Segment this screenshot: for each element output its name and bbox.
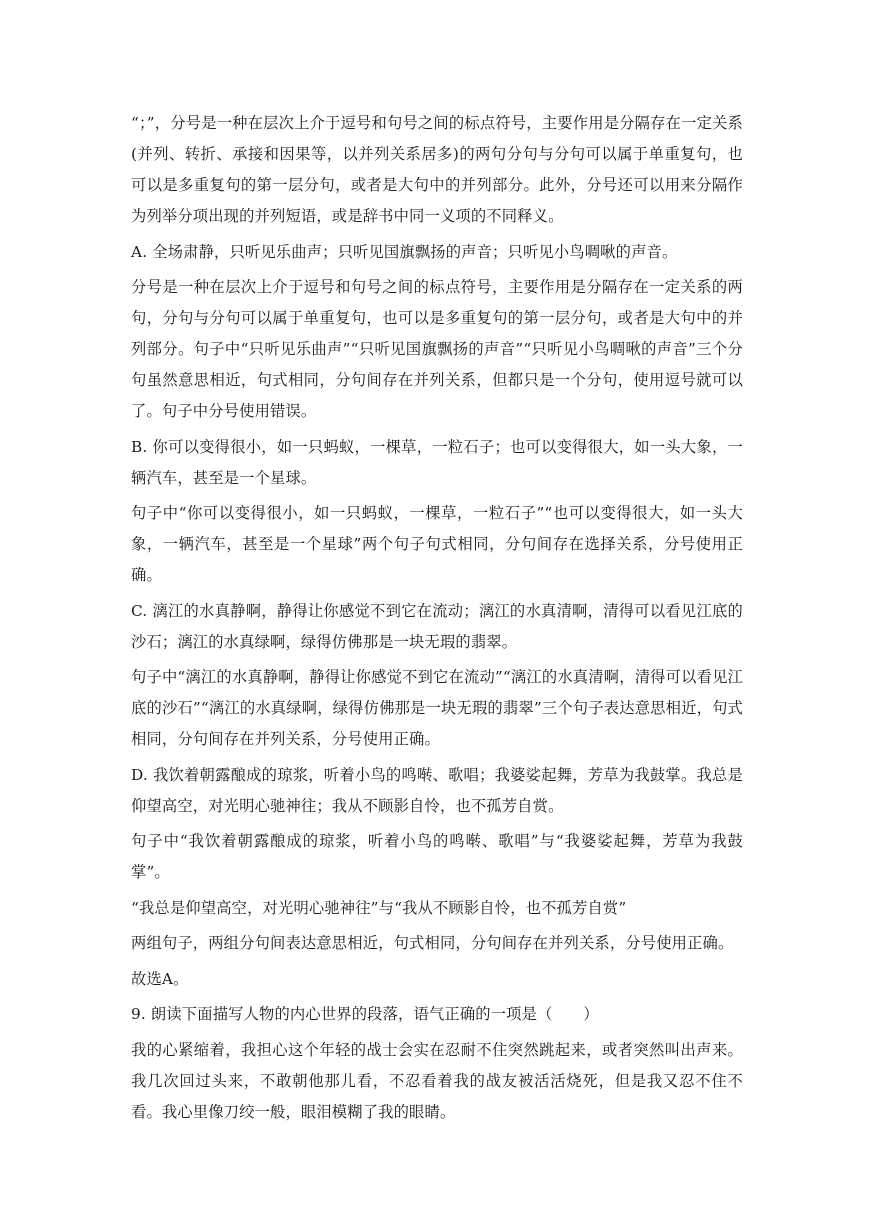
- question-9-stem: 9. 朗读下面描写人物的内心世界的段落，语气正确的一项是（ ）: [131, 1005, 599, 1023]
- question-9-passage: 我的心紧缩着，我担心这个年轻的战士会实在忍耐不住突然跳起来，或者突然叫出声来。我几次回过头来，不敢朝他那儿看，不忍看着我的战友被活活烧死，但是我又忍不住不看。我心里像刀绞一般，眼泪模糊了我的眼睛。: [131, 1040, 743, 1121]
- option-b-sentence: B. 你可以变得很小，如一只蚂蚁，一棵草，一粒石子；也可以变得很大，如一头大象，一辆汽车，甚至是一个星球。: [131, 437, 743, 487]
- option-a-analysis: 分号是一种在层次上介于逗号和句号之间的标点符号，主要作用是分隔存在一定关系的两句，分句与分句可以属于单重复句，也可以是多重复句的第一层分句，或者是大句中的并列部分。句子中“只听见乐曲声”“只听见国旗飘扬的声音”“只听见小鸟啁啾的声音”三个分句虽然意思相近，句式相同，分句间存在并列关系，但都只是一个分句，使用逗号就可以了。句子中分号使用错误。: [131, 278, 743, 420]
- option-d-analysis-part2: “我总是仰望高空，对光明心驰神往”与“我从不顾影自怜，也不孤芳自赏”: [131, 898, 627, 917]
- option-c-analysis: 句子中“漓江的水真静啊，静得让你感觉不到它在流动”“漓江的水真清啊，清得可以看见江底的沙石”“漓江的水真绿啊，绿得仿佛那是一块无瑕的翡翠”三个句子表达意思相近，句式相同，分句间存在并列关系，分号使用正确。: [131, 668, 743, 748]
- option-c-sentence: C. 漓江的水真静啊，静得让你感觉不到它在流动；漓江的水真清啊，清得可以看见江底的沙石；漓江的水真绿啊，绿得仿佛那是一块无瑕的翡翠。: [131, 601, 743, 651]
- option-d-analysis-part1: 句子中“我饮着朝露酿成的琼浆，听着小鸟的鸣啭、歌唱”与“我婆娑起舞，芳草为我鼓掌”。: [131, 832, 743, 881]
- option-a-sentence: A. 全场肃静，只听见乐曲声；只听见国旗飘扬的声音；只听见小鸟啁啾的声音。: [131, 242, 678, 261]
- option-d-sentence: D. 我饮着朝露酿成的琼浆，听着小鸟的鸣啭、歌唱；我婆娑起舞，芳草为我鼓掌。我总是仰望高空，对光明心驰神往；我从不顾影自怜，也不孤芳自赏。: [131, 765, 743, 815]
- document-body: [131, 108, 743, 1132]
- paragraph-semicolon-definition: “；”，分号是一种在层次上介于逗号和句号之间的标点符号，主要作用是分隔存在一定关系(并列、转折、承接和因果等，以并列关系居多)的两句分句与分句可以属于单重复句，也可以是多重复句的第一层分句，或者是大句中的并列部分。此外，分号还可以用来分隔作为列举分项出现的并列短语，或是辞书中同一义项的不同释义。: [131, 114, 743, 225]
- option-d-analysis-conclusion: 两组句子，两组分句间表达意思相近，句式相同，分句间存在并列关系，分号使用正确。: [131, 934, 734, 952]
- option-b-analysis: 句子中“你可以变得很小，如一只蚂蚁，一棵草，一粒石子”“也可以变得很大，如一头大象，一辆汽车，甚至是一个星球”两个句子句式相同，分句间存在选择关系，分号使用正确。: [131, 504, 743, 584]
- answer-line: 故选A。: [131, 969, 189, 988]
